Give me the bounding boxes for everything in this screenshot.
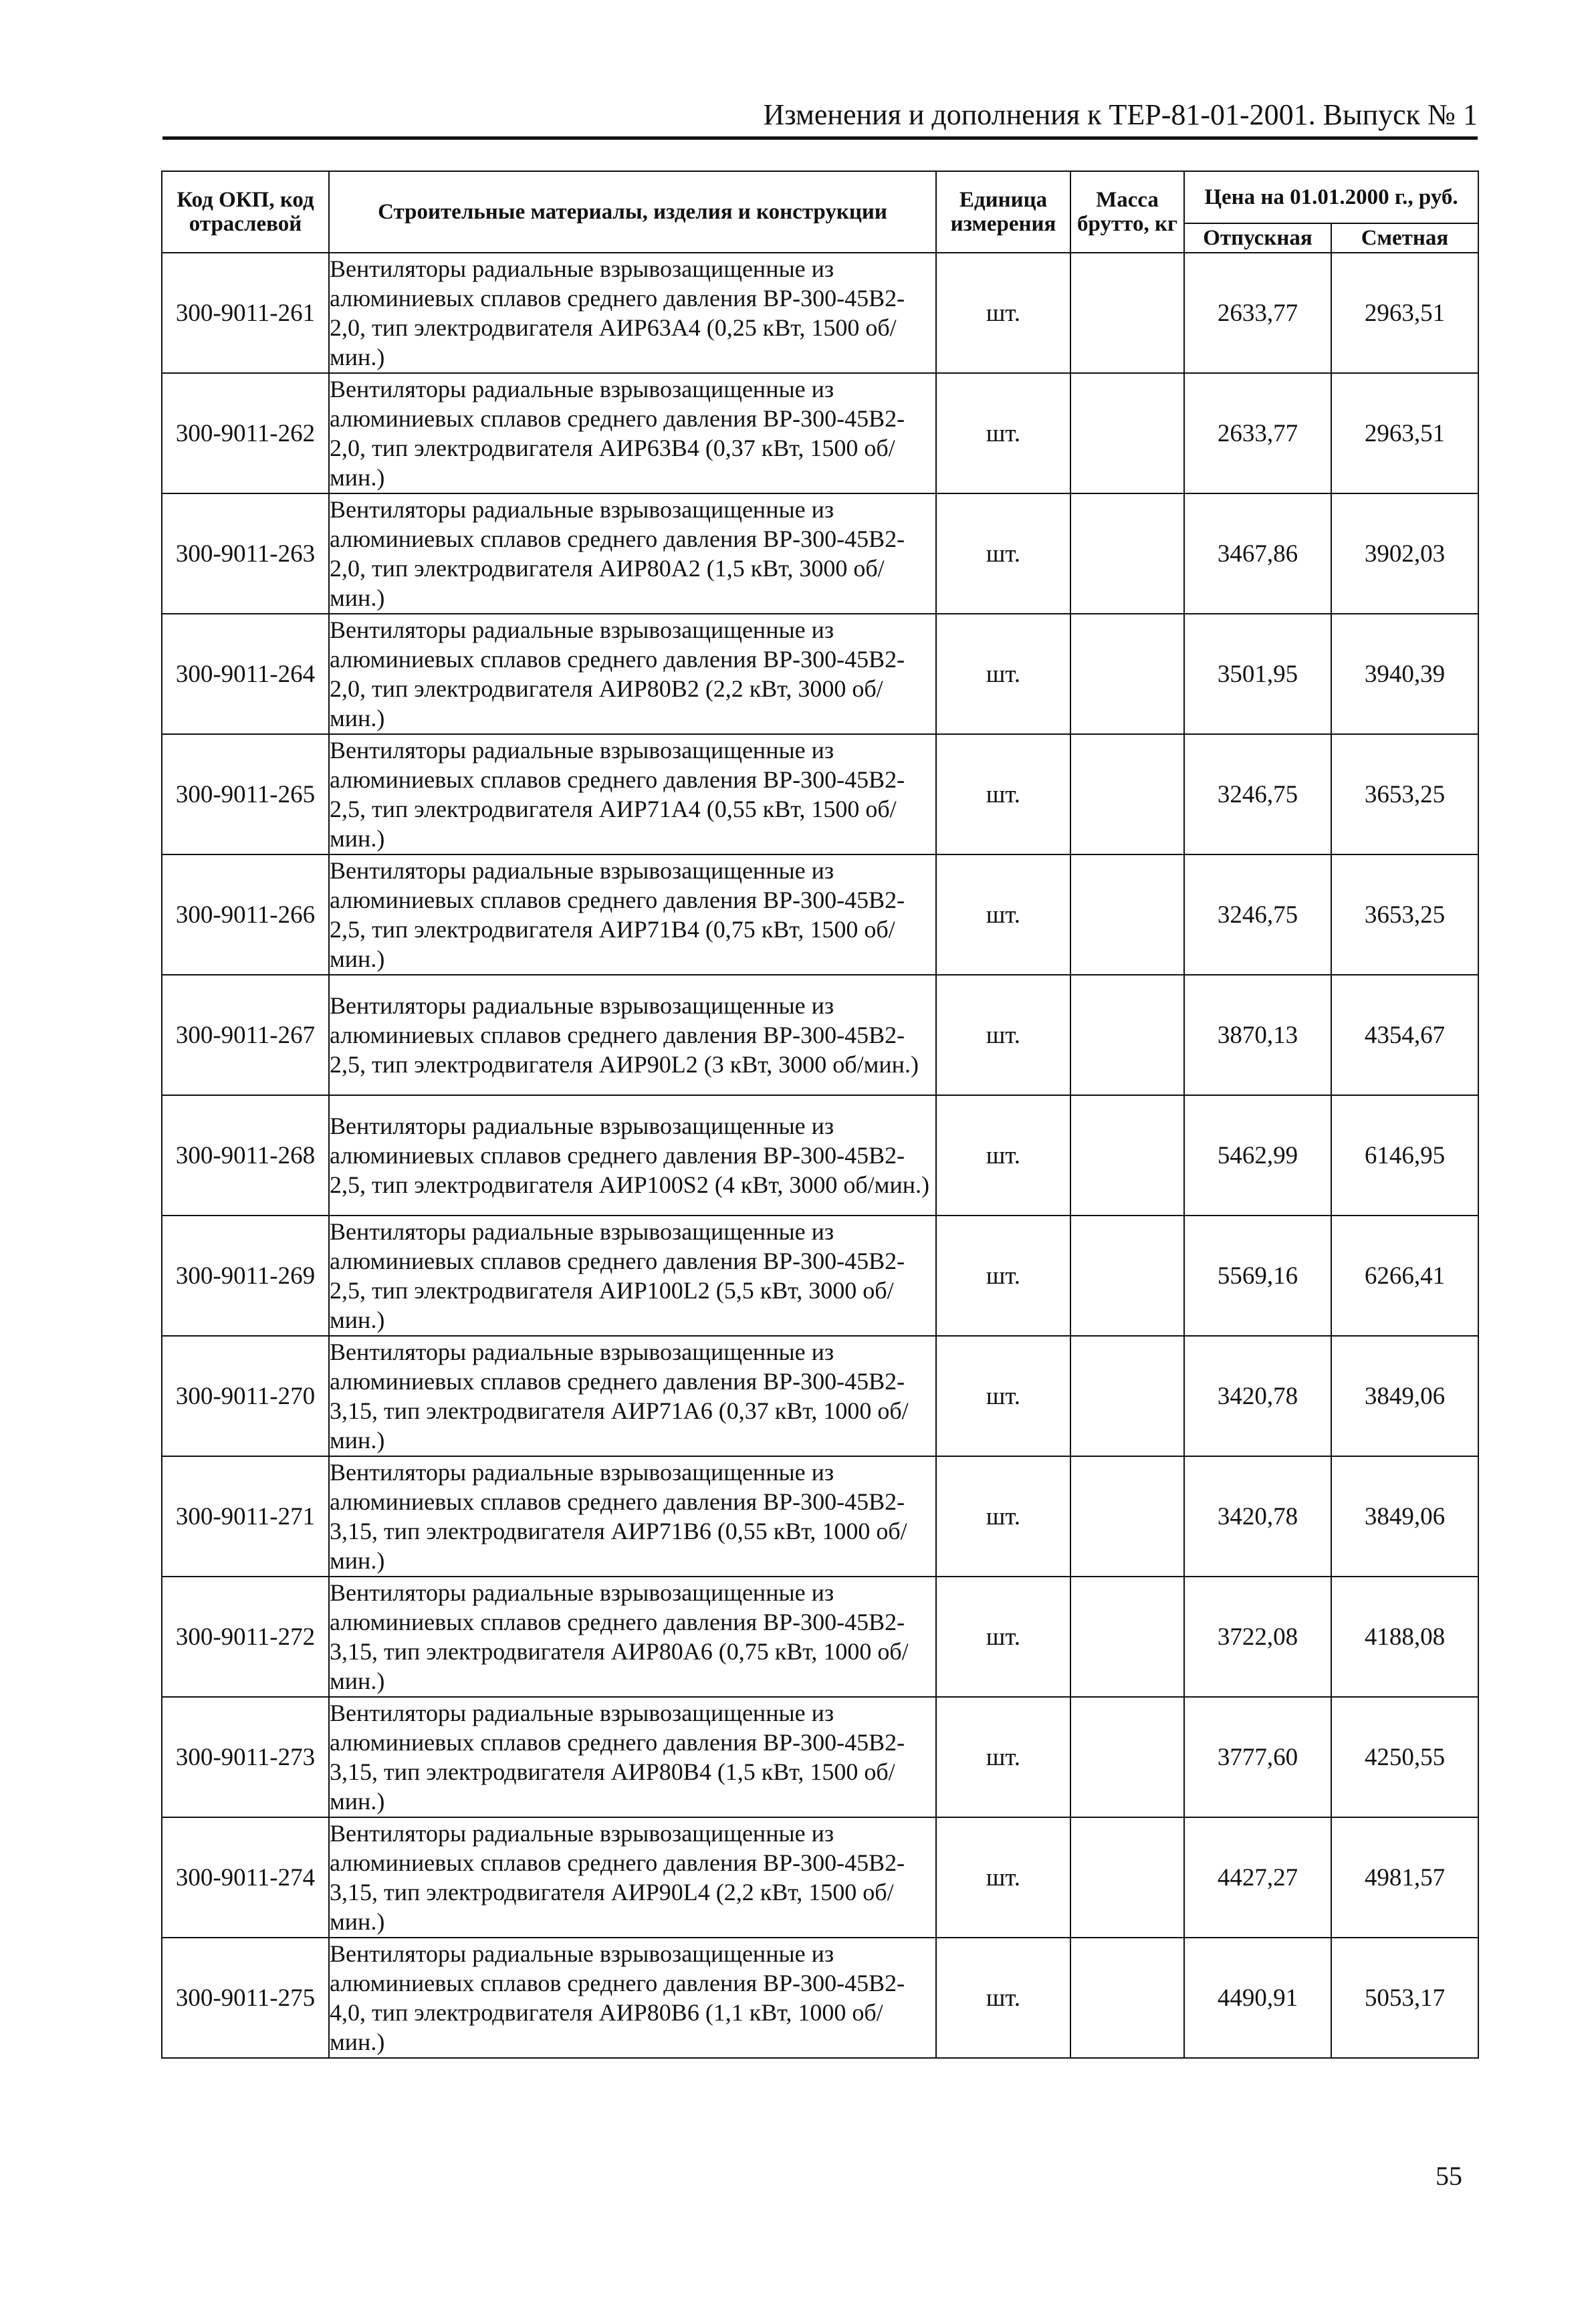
- table-row: [162, 1817, 1478, 1938]
- col-header-code: Код ОКП, код отраслевой: [162, 171, 329, 253]
- row-unit: шт.: [936, 734, 1070, 854]
- row-mass: [1070, 1216, 1184, 1336]
- row-unit: шт.: [936, 253, 1070, 373]
- row-price-release: 3777,60: [1184, 1697, 1331, 1817]
- row-description: Вентиляторы радиальные взрывозащищенные из алюминиевых сплавов среднего давления ВР-300-45В2-2,5, тип электродвигателя АИР90L2 (3 кВт, 3000 об/мин.): [329, 975, 936, 1095]
- row-mass: [1070, 1336, 1184, 1456]
- table-row: [162, 854, 1478, 975]
- col-header-materials: Строительные материалы, изделия и конструкции: [329, 171, 936, 253]
- row-mass: [1070, 1577, 1184, 1697]
- row-price-estimate: 4250,55: [1331, 1697, 1478, 1817]
- row-price-release: 2633,77: [1184, 373, 1331, 493]
- row-description: Вентиляторы радиальные взрывозащищенные из алюминиевых сплавов среднего давления ВР-300-45В2-2,0, тип электродвигателя АИР63В4 (0,37 кВт, 1500 об/мин.): [329, 373, 936, 493]
- header-title: Изменения и дополнения к ТЕР-81-01-2001. Выпуск № 1: [763, 98, 1478, 131]
- row-unit: шт.: [936, 1697, 1070, 1817]
- table-row: [162, 734, 1478, 854]
- row-price-release: 5462,99: [1184, 1095, 1331, 1216]
- row-code: 300-9011-267: [162, 975, 329, 1095]
- table-row: [162, 1577, 1478, 1697]
- row-price-release: 3870,13: [1184, 975, 1331, 1095]
- row-unit: шт.: [936, 373, 1070, 493]
- row-code: 300-9011-262: [162, 373, 329, 493]
- table-row: [162, 1095, 1478, 1216]
- row-price-estimate: 6146,95: [1331, 1095, 1478, 1216]
- row-code: 300-9011-263: [162, 493, 329, 614]
- row-code: 300-9011-273: [162, 1697, 329, 1817]
- row-price-release: 3246,75: [1184, 854, 1331, 975]
- row-description: Вентиляторы радиальные взрывозащищенные из алюминиевых сплавов среднего давления ВР-300-45В2-2,5, тип электродвигателя АИР100S2 (4 кВт, 3000 об/мин.): [329, 1095, 936, 1216]
- row-unit: шт.: [936, 1456, 1070, 1577]
- row-mass: [1070, 1938, 1184, 2058]
- row-mass: [1070, 1817, 1184, 1938]
- row-price-estimate: 3940,39: [1331, 614, 1478, 734]
- row-price-release: 4427,27: [1184, 1817, 1331, 1938]
- row-unit: шт.: [936, 854, 1070, 975]
- table-row: [162, 1216, 1478, 1336]
- row-price-estimate: 4354,67: [1331, 975, 1478, 1095]
- row-description: Вентиляторы радиальные взрывозащищенные из алюминиевых сплавов среднего давления ВР-300-45В2-2,5, тип электродвигателя АИР71А4 (0,55 кВт, 1500 об/мин.): [329, 734, 936, 854]
- row-mass: [1070, 614, 1184, 734]
- col-header-estimate: Сметная: [1331, 223, 1478, 253]
- row-price-release: 3246,75: [1184, 734, 1331, 854]
- col-header-unit: Единица измерения: [936, 171, 1070, 253]
- row-code: 300-9011-269: [162, 1216, 329, 1336]
- row-price-estimate: 3902,03: [1331, 493, 1478, 614]
- row-description: Вентиляторы радиальные взрывозащищенные из алюминиевых сплавов среднего давления ВР-300-45В2-3,15, тип электродвигателя АИР80В4 (1,5 кВт, 1500 об/мин.): [329, 1697, 936, 1817]
- row-price-estimate: 3849,06: [1331, 1336, 1478, 1456]
- row-description: Вентиляторы радиальные взрывозащищенные из алюминиевых сплавов среднего давления ВР-300-45В2-2,0, тип электродвигателя АИР80А2 (1,5 кВт, 3000 об/мин.): [329, 493, 936, 614]
- row-price-estimate: 5053,17: [1331, 1938, 1478, 2058]
- row-code: 300-9011-268: [162, 1095, 329, 1216]
- col-header-mass: Масса брутто, кг: [1070, 171, 1184, 253]
- row-code: 300-9011-275: [162, 1938, 329, 2058]
- table-row: [162, 373, 1478, 493]
- row-price-estimate: 2963,51: [1331, 373, 1478, 493]
- page-header: [162, 94, 1478, 140]
- row-description: Вентиляторы радиальные взрывозащищенные из алюминиевых сплавов среднего давления ВР-300-45В2-3,15, тип электродвигателя АИР90L4 (2,2 кВт, 1500 об/мин.): [329, 1817, 936, 1938]
- row-unit: шт.: [936, 614, 1070, 734]
- row-unit: шт.: [936, 975, 1070, 1095]
- table-row: [162, 975, 1478, 1095]
- row-code: 300-9011-265: [162, 734, 329, 854]
- row-unit: шт.: [936, 493, 1070, 614]
- row-unit: шт.: [936, 1095, 1070, 1216]
- row-description: Вентиляторы радиальные взрывозащищенные из алюминиевых сплавов среднего давления ВР-300-45В2-2,0, тип электродвигателя АИР63А4 (0,25 кВт, 1500 об/мин.): [329, 253, 936, 373]
- table-row: [162, 614, 1478, 734]
- row-unit: шт.: [936, 1577, 1070, 1697]
- row-description: Вентиляторы радиальные взрывозащищенные из алюминиевых сплавов среднего давления ВР-300-45В2-2,5, тип электродвигателя АИР71В4 (0,75 кВт, 1500 об/мин.): [329, 854, 936, 975]
- row-mass: [1070, 253, 1184, 373]
- row-price-release: 3722,08: [1184, 1577, 1331, 1697]
- row-price-release: 3420,78: [1184, 1456, 1331, 1577]
- row-price-estimate: 3849,06: [1331, 1456, 1478, 1577]
- row-price-estimate: 4188,08: [1331, 1577, 1478, 1697]
- materials-table: [161, 170, 1479, 2059]
- row-mass: [1070, 854, 1184, 975]
- row-price-estimate: 4981,57: [1331, 1817, 1478, 1938]
- row-unit: шт.: [936, 1938, 1070, 2058]
- row-mass: [1070, 1095, 1184, 1216]
- table-header: [162, 171, 1478, 253]
- table-row: [162, 253, 1478, 373]
- row-mass: [1070, 1697, 1184, 1817]
- row-price-estimate: 6266,41: [1331, 1216, 1478, 1336]
- row-code: 300-9011-274: [162, 1817, 329, 1938]
- row-code: 300-9011-264: [162, 614, 329, 734]
- row-description: Вентиляторы радиальные взрывозащищенные из алюминиевых сплавов среднего давления ВР-300-45В2-3,15, тип электродвигателя АИР71В6 (0,55 кВт, 1000 об/мин.): [329, 1456, 936, 1577]
- row-price-estimate: 3653,25: [1331, 854, 1478, 975]
- row-price-release: 3420,78: [1184, 1336, 1331, 1456]
- table-row: [162, 1938, 1478, 2058]
- row-mass: [1070, 734, 1184, 854]
- row-mass: [1070, 373, 1184, 493]
- col-header-release: Отпускная: [1184, 223, 1331, 253]
- row-mass: [1070, 493, 1184, 614]
- row-price-release: 2633,77: [1184, 253, 1331, 373]
- table-row: [162, 493, 1478, 614]
- row-description: Вентиляторы радиальные взрывозащищенные из алюминиевых сплавов среднего давления ВР-300-45В2-4,0, тип электродвигателя АИР80В6 (1,1 кВт, 1000 об/мин.): [329, 1938, 936, 2058]
- row-price-estimate: 3653,25: [1331, 734, 1478, 854]
- row-unit: шт.: [936, 1817, 1070, 1938]
- row-description: Вентиляторы радиальные взрывозащищенные из алюминиевых сплавов среднего давления ВР-300-45В2-3,15, тип электродвигателя АИР71А6 (0,37 кВт, 1000 об/мин.): [329, 1336, 936, 1456]
- page-number: 55: [1436, 2161, 1462, 2191]
- row-description: Вентиляторы радиальные взрывозащищенные из алюминиевых сплавов среднего давления ВР-300-45В2-3,15, тип электродвигателя АИР80А6 (0,75 кВт, 1000 об/мин.): [329, 1577, 936, 1697]
- row-code: 300-9011-270: [162, 1336, 329, 1456]
- table-row: [162, 1456, 1478, 1577]
- col-header-price: Цена на 01.01.2000 г., руб.: [1184, 171, 1478, 223]
- row-unit: шт.: [936, 1336, 1070, 1456]
- row-description: Вентиляторы радиальные взрывозащищенные из алюминиевых сплавов среднего давления ВР-300-45В2-2,0, тип электродвигателя АИР80В2 (2,2 кВт, 3000 об/мин.): [329, 614, 936, 734]
- row-price-release: 3501,95: [1184, 614, 1331, 734]
- row-code: 300-9011-271: [162, 1456, 329, 1577]
- row-price-release: 4490,91: [1184, 1938, 1331, 2058]
- row-mass: [1070, 1456, 1184, 1577]
- table-row: [162, 1336, 1478, 1456]
- table-body: [162, 253, 1478, 2058]
- row-unit: шт.: [936, 1216, 1070, 1336]
- row-mass: [1070, 975, 1184, 1095]
- row-price-release: 5569,16: [1184, 1216, 1331, 1336]
- row-price-release: 3467,86: [1184, 493, 1331, 614]
- row-price-estimate: 2963,51: [1331, 253, 1478, 373]
- table-row: [162, 1697, 1478, 1817]
- row-code: 300-9011-272: [162, 1577, 329, 1697]
- row-code: 300-9011-266: [162, 854, 329, 975]
- row-description: Вентиляторы радиальные взрывозащищенные из алюминиевых сплавов среднего давления ВР-300-45В2-2,5, тип электродвигателя АИР100L2 (5,5 кВт, 3000 об/мин.): [329, 1216, 936, 1336]
- row-code: 300-9011-261: [162, 253, 329, 373]
